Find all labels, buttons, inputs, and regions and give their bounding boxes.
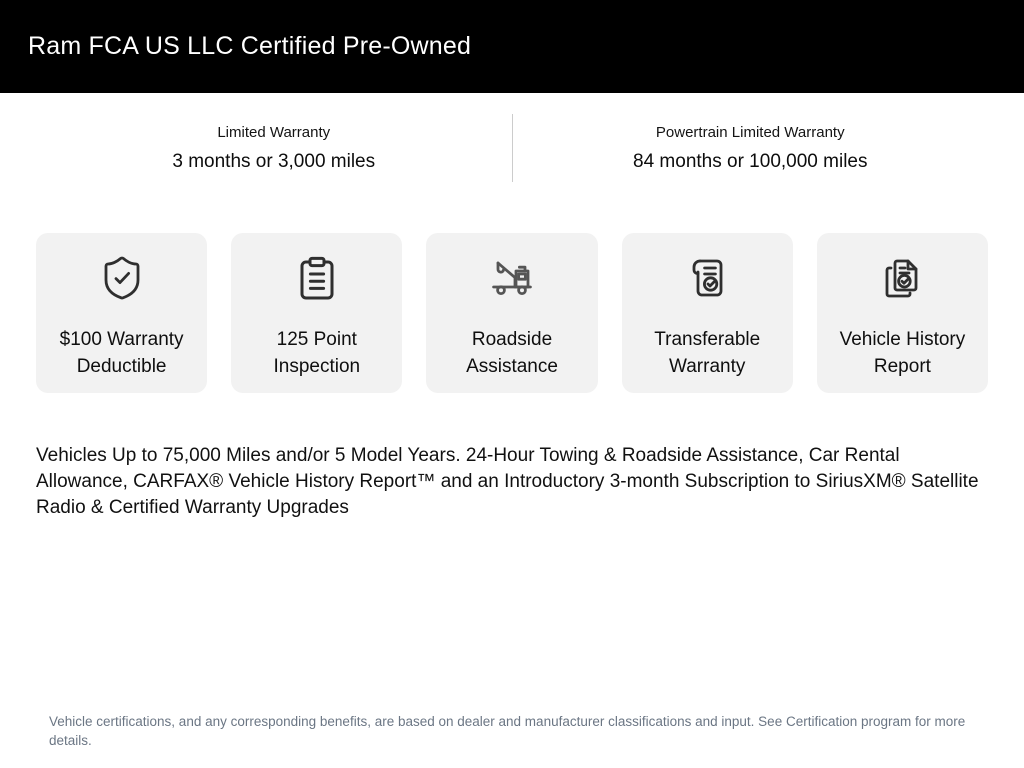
benefit-label: $100 Warranty Deductible <box>59 329 184 377</box>
benefit-label: Transferable Warranty <box>654 329 761 377</box>
powertrain-warranty-column <box>513 113 989 183</box>
warranty-summary <box>0 113 1024 183</box>
benefit-label: Vehicle History Report <box>839 329 966 377</box>
document-check-icon <box>878 253 926 303</box>
scroll-check-icon <box>683 253 731 303</box>
benefit-card-warranty-deductible <box>36 233 207 393</box>
tow-truck-icon <box>488 253 536 303</box>
benefit-label: 125 Point Inspection <box>273 329 361 377</box>
benefit-card-history-report <box>817 233 988 393</box>
warranty-label: Powertrain Limited Warranty <box>655 123 845 141</box>
benefit-label: Roadside Assistance <box>466 329 558 377</box>
warranty-label: Limited Warranty <box>217 123 331 141</box>
benefit-card-roadside <box>426 233 597 393</box>
certification-disclaimer: Vehicle certifications, and any corresponding benefits, are based on dealer and manufacturer classifications and input. See Certification program for more details. <box>49 714 966 748</box>
program-description: Vehicles Up to 75,000 Miles and/or 5 Model Years. 24-Hour Towing & Roadside Assistance, Car Rental Allowance, CARFAX® Vehicle History Report™ and an Introductory 3-month Subscription to SiriusXM® Satellite Radio & Certified Warranty Upgrades <box>36 445 979 518</box>
page-title: Ram FCA US LLC Certified Pre-Owned <box>28 32 472 60</box>
benefit-card-transferable <box>622 233 793 393</box>
warranty-value: 84 months or 100,000 miles <box>633 150 868 172</box>
benefit-cards <box>0 233 1024 393</box>
clipboard-icon <box>293 253 341 303</box>
limited-warranty-column <box>36 113 512 183</box>
warranty-value: 3 months or 3,000 miles <box>172 150 376 172</box>
benefit-card-inspection <box>231 233 402 393</box>
shield-check-icon <box>98 253 146 303</box>
header-bar <box>0 0 1024 93</box>
